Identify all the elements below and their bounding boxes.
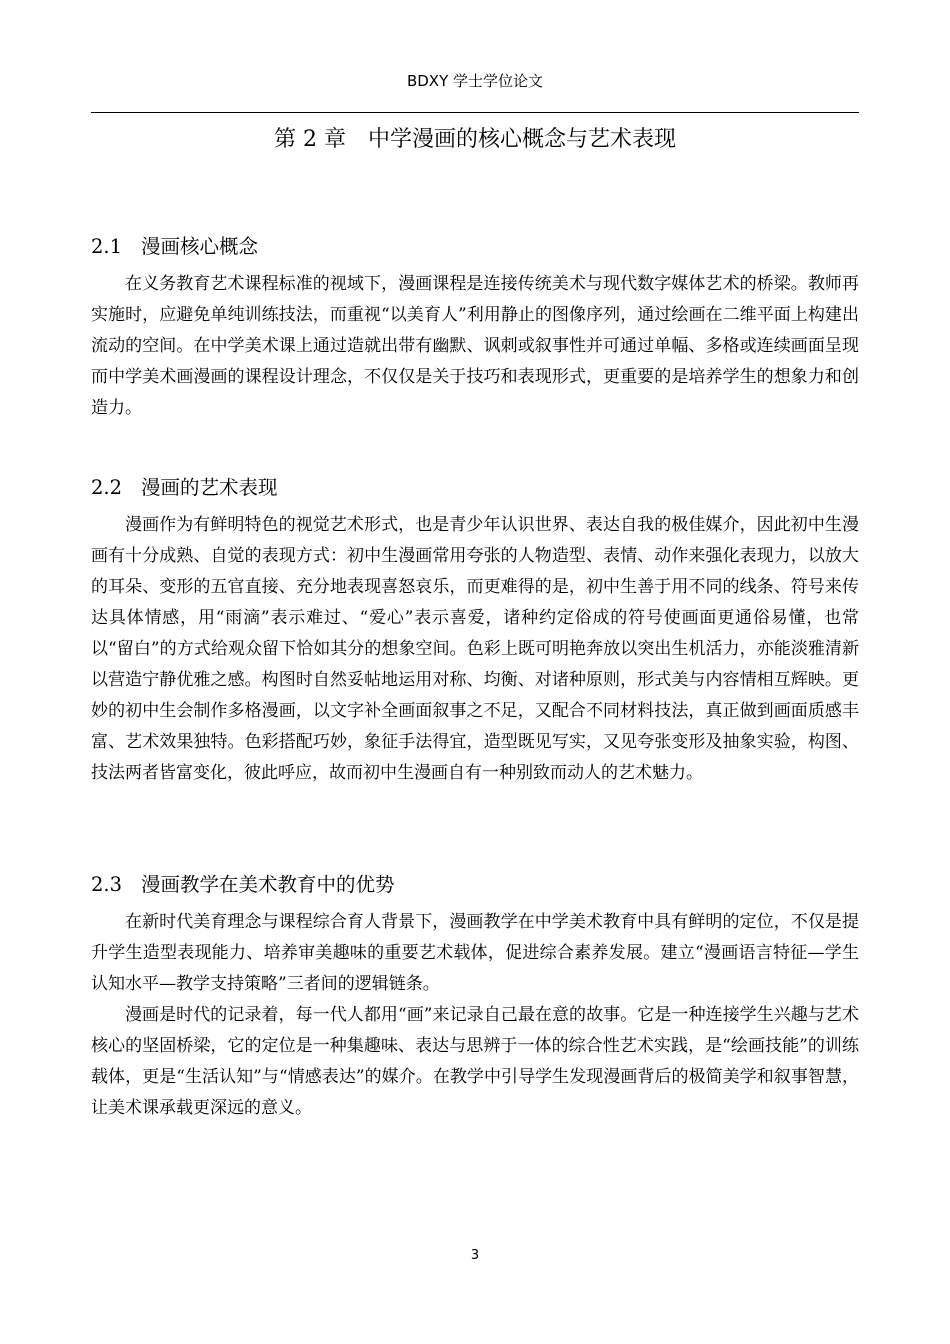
header-divider: [91, 112, 859, 113]
section-number: 2.1: [91, 235, 123, 258]
running-header: BDXY 学士学位论文: [406, 72, 544, 90]
paragraph: 在义务教育艺术课程标准的视域下，漫画课程是连接传统美术与现代数字媒体艺术的桥梁。教师再实施时，应避免单纯训练技法，而重视“以美育人”利用静止的图像序列，通过绘画在二维平面上构建出流动的空间。在中学美术课上通过造就出带有幽默、讽刺或叙事性并可通过单幅、多格或连续画面呈现而中学美术画漫画的课程设计理念，不仅仅是关于技巧和表现形式，更重要的是培养学生的想象力和创造力。: [91, 274, 859, 418]
paragraph: 漫画是时代的记录着，每一代人都用“画”来记录自己最在意的故事。它是一种连接学生兴趣与艺术核心的坚固桥梁，它的定位是一种集趣味、表达与思辨于一体的综合性艺术实践，是“绘画技能”的训练载体，更是“生活认知”与“情感表达”的媒介。在教学中引导学生发现漫画背后的极简美学和叙事智慧，让美术课承载更深远的意义。: [91, 1005, 859, 1118]
section-heading: [91, 474, 859, 502]
paragraph: 漫画作为有鲜明特色的视觉艺术形式，也是青少年认识世界、表达自我的极佳媒介，因此初中生漫画有十分成熟、自觉的表现方式：初中生漫画常用夸张的人物造型、表情、动作来强化表现力，以放大的耳朵、变形的五官直接、充分地表现喜怒哀乐，而更难得的是，初中生善于用不同的线条、符号来传达具体情感，用“雨滴”表示难过、“爱心”表示喜爱，诸种约定俗成的符号使画面更通俗易懂，也常以“留白”的方式给观众留下恰如其分的想象空间。色彩上既可明艳奔放以突出生机活力，亦能淡雅清新以营造宁静优雅之感。构图时自然妥帖地运用对称、均衡、对诸种原则，形式美与内容情相互辉映。更妙的初中生会制作多格漫画，以文字补全画面叙事之不足，又配合不同材料技法，真正做到画面质感丰富、艺术效果独特。色彩搭配巧妙，象征手法得宜，造型既见写实，又见夸张变形及抽象实验，构图、技法两者皆富变化，彼此呼应，故而初中生漫画自有一种别致而动人的艺术魅力。: [91, 515, 859, 783]
section-title: 漫画教学在美术教育中的优势: [141, 873, 395, 896]
section-number: 2.2: [91, 476, 123, 499]
section-heading: [91, 871, 859, 899]
section-2-2: [91, 474, 859, 789]
page-number: 3: [470, 1248, 480, 1263]
section-2-3: [91, 871, 859, 1124]
section-2-1: [91, 233, 859, 424]
section-heading: [91, 233, 859, 261]
section-title: 漫画核心概念: [141, 235, 259, 258]
section-title: 漫画的艺术表现: [141, 476, 278, 499]
section-number: 2.3: [91, 873, 123, 896]
paragraph: 在新时代美育理念与课程综合育人背景下，漫画教学在中学美术教育中具有鲜明的定位，不仅是提升学生造型表现能力、培养审美趣味的重要艺术载体，促进综合素养发展。建立“漫画语言特征—学生认知水平—教学支持策略”三者间的逻辑链条。: [91, 912, 859, 994]
chapter-title: 第 2 章 中学漫画的核心概念与艺术表现: [274, 127, 676, 152]
